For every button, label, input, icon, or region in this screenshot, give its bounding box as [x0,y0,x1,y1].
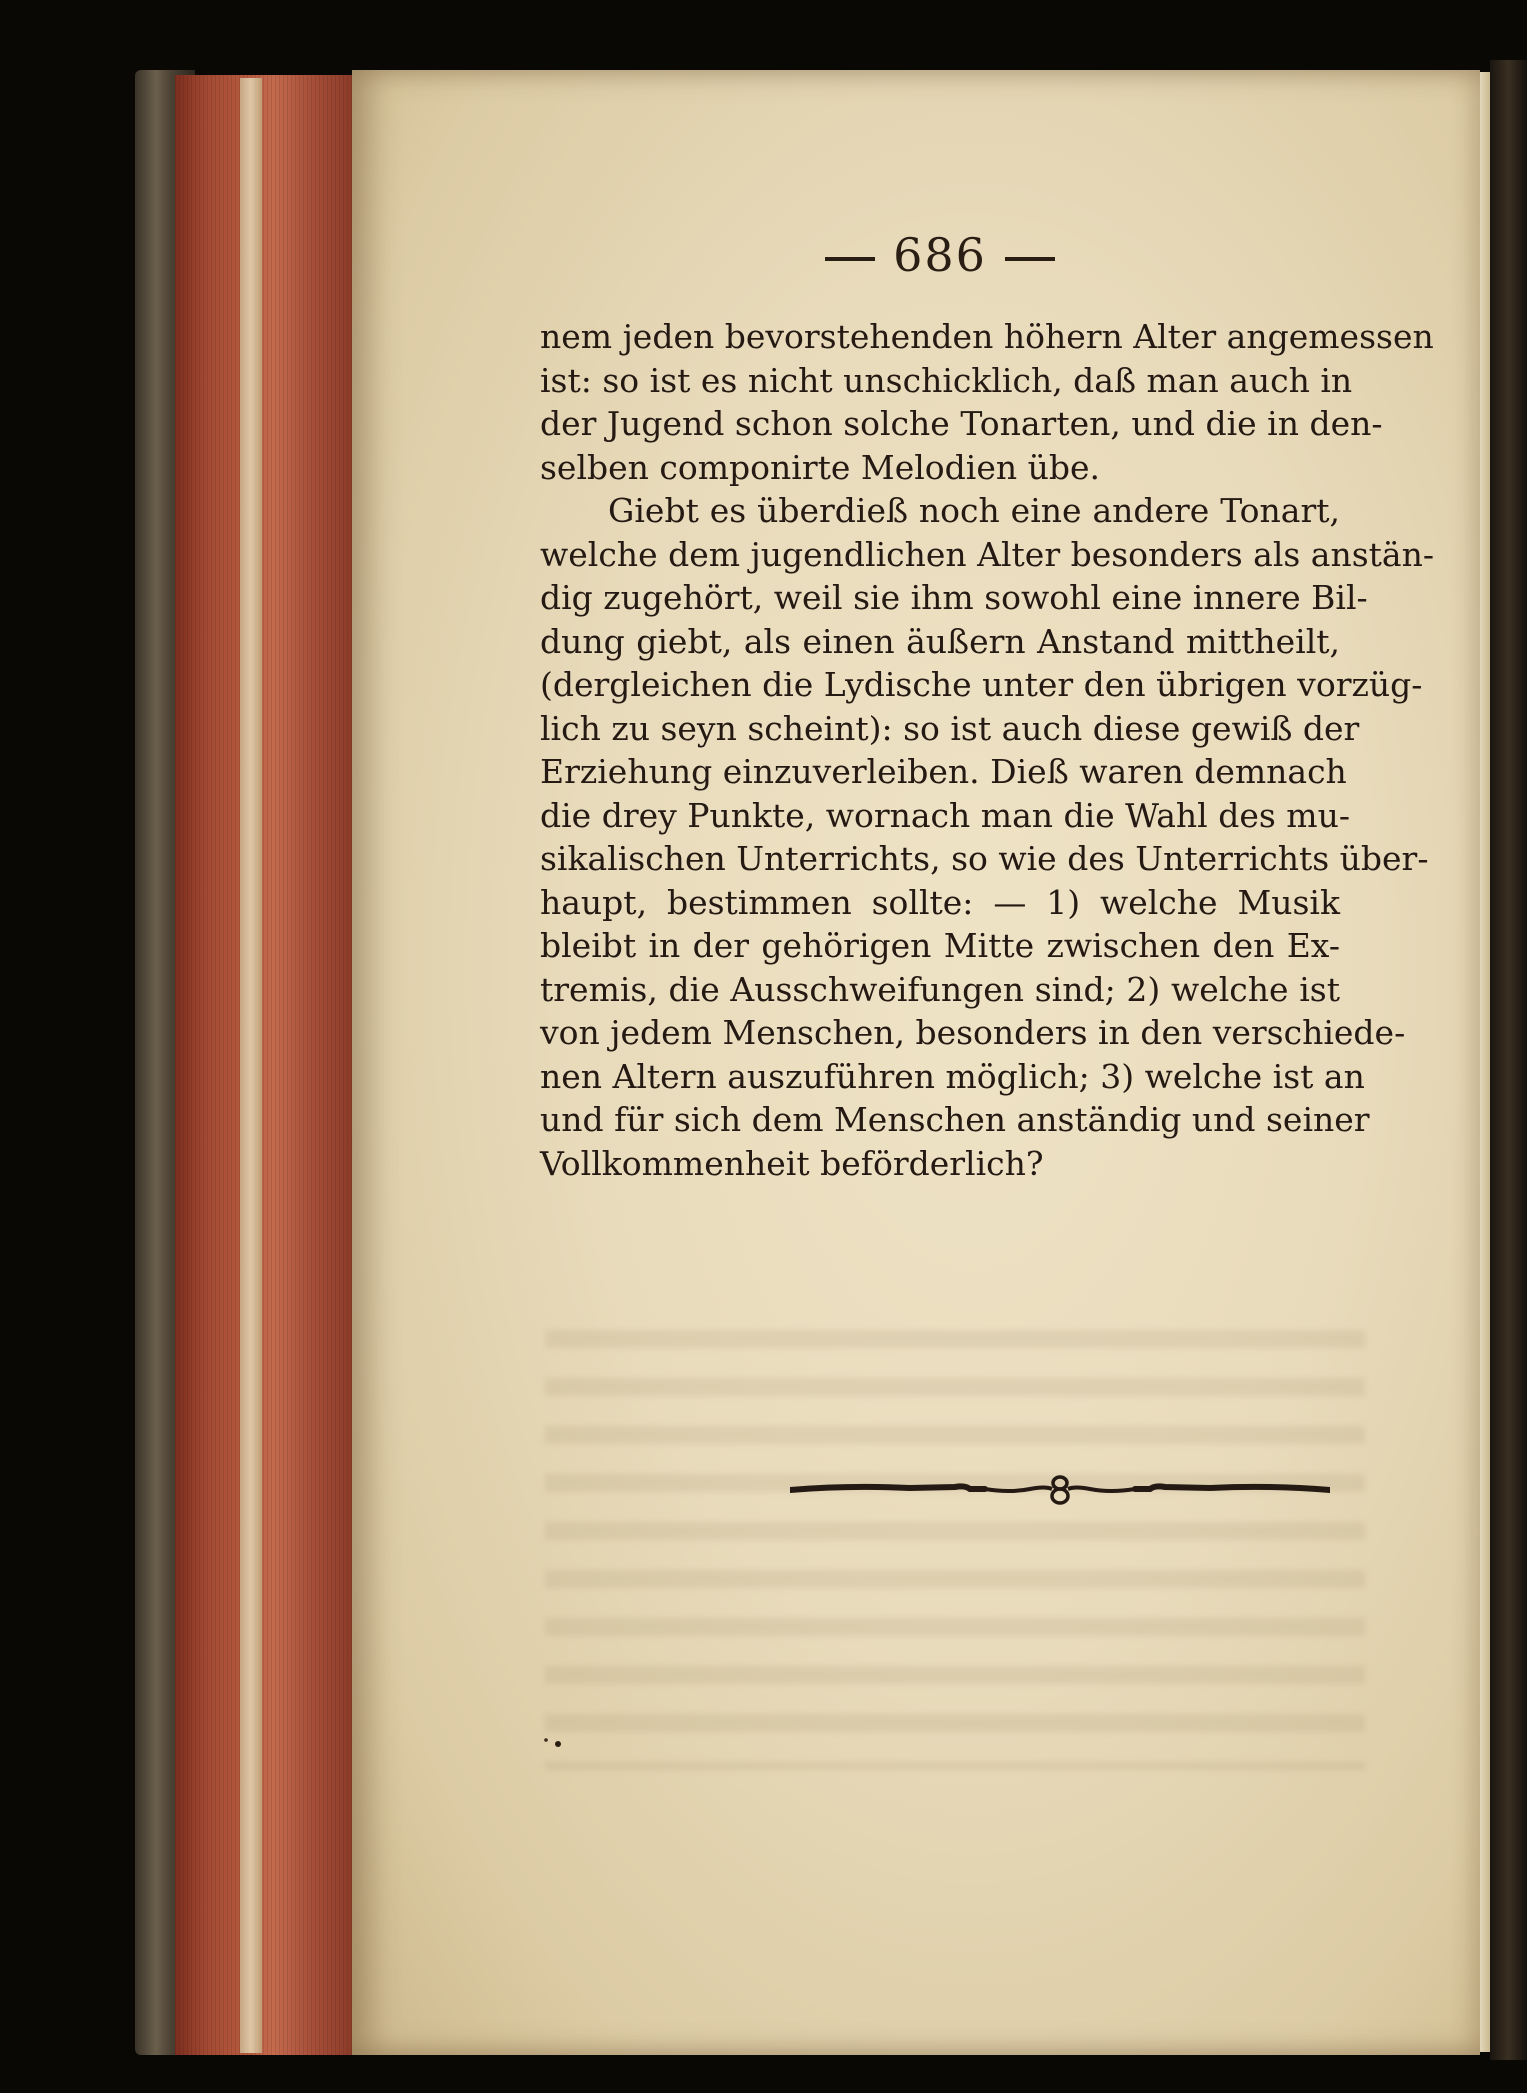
text-line: welche dem jugendlichen Alter besonders als anstän- [540,534,1435,574]
text-line: dig zugehört, weil sie ihm sowohl eine innere Bil- [540,578,1368,617]
text-line: tremis, die Ausschweifungen sind; 2) welche ist [540,969,1340,1009]
text-line: nem jeden bevorstehenden höhern Alter angemessen [540,317,1434,356]
text-line: der Jugend schon solche Tonarten, und die in den- [540,404,1383,443]
text-line: haupt, bestimmen sollte: — 1) welche Musik [540,882,1340,922]
header-dash-right [1005,257,1055,261]
bleed-through-text [545,1300,1365,1770]
page-edges [175,75,355,2055]
text-line: Vollkommenheit beförderlich? [540,1143,1044,1183]
text-line: (dergleichen die Lydische unter den übrigen vorzüg- [540,665,1423,704]
page-number: 686 [893,228,987,282]
text-line: bleibt in der gehörigen Mitte zwischen den Ex- [540,926,1340,965]
text-line: Giebt es überdieß noch eine andere Tonart, [608,491,1340,530]
text-line: nen Altern auszuführen möglich; 3) welche ist an [540,1056,1365,1096]
text-line: die drey Punkte, wornach man die Wahl des mu- [540,795,1350,835]
text-line: selben componirte Melodien übe. [540,447,1101,487]
page-edge-highlight [240,78,262,2053]
text-line: und für sich dem Menschen anständig und seiner [540,1100,1370,1139]
header-dash-left [825,257,875,261]
page-number-header [800,228,1080,282]
text-line: ist: so ist es nicht unschicklich, daß man auch in [540,360,1353,400]
text-line: dung giebt, als einen äußern Anstand mittheilt, [540,621,1340,661]
body-text [540,315,1435,1185]
end-ornament [790,1475,1330,1505]
book-right-edge [1490,60,1527,2060]
ink-specks [540,1700,600,1760]
text-line: lich zu seyn scheint): so ist auch diese gewiß der [540,708,1360,748]
text-line: Erziehung einzuverleiben. Dieß waren demnach [540,752,1347,791]
text-line: sikalischen Unterrichts, so wie des Unterrichts über- [540,839,1429,878]
text-line: von jedem Menschen, besonders in den verschiede- [540,1013,1406,1052]
